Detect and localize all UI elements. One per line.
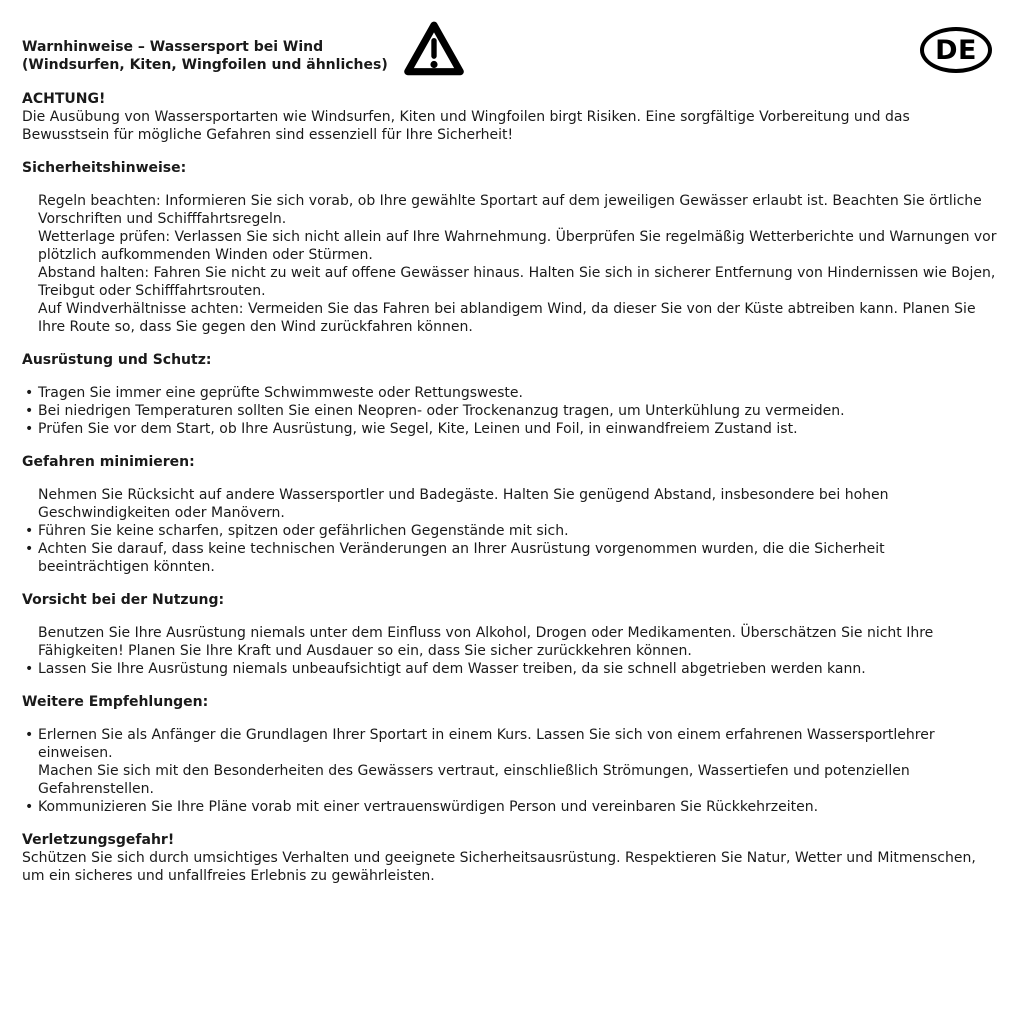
section-heading-empfehlungen: Weitere Empfehlungen: — [22, 694, 209, 710]
bullet-list-vorsicht — [22, 660, 998, 678]
safety-item: Wetterlage prüfen: Verlassen Sie sich nicht allein auf Ihre Wahrnehmung. Überprüfen Sie regelmäßig Wetterberichte und Warnungen vor plötzlich aufkommenden Winden oder Stürmen. — [38, 229, 997, 263]
list-item: • Erlernen Sie als Anfänger die Grundlagen Ihrer Sportart in einem Kurs. Lassen Sie sich von einem erfahrenen Wassersportlehrer einweisen. — [22, 726, 998, 762]
section-heading-gefahren: Gefahren minimieren: — [22, 454, 195, 470]
section-achtung — [22, 90, 998, 144]
paragraph-verletzung: Schützen Sie sich durch umsichtiges Verhalten und geeignete Sicherheitsausrüstung. Respektieren Sie Natur, Wetter und Mitmenschen, um ein sicheres und unfallfreies Erlebnis zu gewährleisten. — [22, 850, 976, 884]
list-item: • Bei niedrigen Temperaturen sollten Sie einen Neopren- oder Trockenanzug tragen, um Unterkühlung zu vermeiden. — [22, 402, 998, 420]
section-heading-ausruestung: Ausrüstung und Schutz: — [22, 352, 212, 368]
intro-paragraph-vorsicht: Benutzen Sie Ihre Ausrüstung niemals unter dem Einfluss von Alkohol, Drogen oder Medikamenten. Überschätzen Sie nicht Ihre Fähigkeiten! Planen Sie Ihre Kraft und Ausdauer so ein, dass Sie sicher zurückkehren können. — [38, 625, 934, 659]
bullet-list-ausruestung — [22, 384, 998, 438]
bullet-list-empfehlungen — [22, 726, 998, 816]
page-title — [22, 38, 388, 74]
list-item: • Tragen Sie immer eine geprüfte Schwimmweste oder Rettungsweste. — [22, 384, 998, 402]
warning-triangle-icon — [403, 19, 465, 79]
section-gefahren — [22, 453, 998, 576]
section-vorsicht — [22, 591, 998, 678]
list-item: • Achten Sie darauf, dass keine technischen Veränderungen an Ihrer Ausrüstung vorgenommen wurden, die die Sicherheit beeinträchtigen könnten. — [22, 540, 998, 576]
language-badge — [920, 27, 992, 73]
indented-paragraph-group — [38, 192, 998, 336]
section-heading-verletzung: Verletzungsgefahr! — [22, 832, 175, 848]
section-ausruestung — [22, 351, 998, 438]
paragraph-achtung: Die Ausübung von Wassersportarten wie Windsurfen, Kiten und Wingfoilen birgt Risiken. Eine sorgfältige Vorbereitung und das Bewusstsein für mögliche Gefahren sind essenziell für Ihre Sicherheit! — [22, 109, 910, 143]
list-item: • Prüfen Sie vor dem Start, ob Ihre Ausrüstung, wie Segel, Kite, Leinen und Foil, in einwandfreiem Zustand ist. — [22, 420, 998, 438]
section-heading-sicherheitshinweise: Sicherheitshinweise: — [22, 160, 187, 176]
bullet-list-gefahren — [22, 522, 998, 576]
page-title-line2: (Windsurfen, Kiten, Wingfoilen und ähnliches) — [22, 57, 388, 73]
section-heading-achtung: ACHTUNG! — [22, 91, 106, 107]
list-item: • Lassen Sie Ihre Ausrüstung niemals unbeaufsichtigt auf dem Wasser treiben, da sie schnell abgetrieben werden kann. — [22, 660, 998, 678]
section-verletzung — [22, 831, 998, 885]
section-empfehlungen — [22, 693, 998, 816]
list-item: • Kommunizieren Sie Ihre Pläne vorab mit einer vertrauenswürdigen Person und vereinbaren Sie Rückkehrzeiten. — [22, 798, 998, 816]
safety-item: Abstand halten: Fahren Sie nicht zu weit auf offene Gewässer hinaus. Halten Sie sich in sicherer Entfernung von Hindernissen wie Bojen, Treibgut oder Schifffahrtsrouten. — [38, 265, 996, 299]
section-sicherheitshinweise — [22, 159, 998, 336]
safety-item: Regeln beachten: Informieren Sie sich vorab, ob Ihre gewählte Sportart auf dem jeweiligen Gewässer erlaubt ist. Beachten Sie örtliche Vorschriften und Schifffahrtsregeln. — [38, 193, 982, 227]
document-header — [22, 0, 998, 90]
list-item: • Führen Sie keine scharfen, spitzen oder gefährlichen Gegenstände mit sich. — [22, 522, 998, 540]
language-badge-label: DE — [935, 34, 977, 66]
section-heading-vorsicht: Vorsicht bei der Nutzung: — [22, 592, 225, 608]
list-item-continuation: Machen Sie sich mit den Besonderheiten des Gewässers vertraut, einschließlich Strömungen, Wassertiefen und potenziellen Gefahrenstellen. — [38, 763, 910, 797]
intro-paragraph-gefahren: Nehmen Sie Rücksicht auf andere Wassersportler und Badegäste. Halten Sie genügend Abstand, insbesondere bei hohen Geschwindigkeiten oder Manövern. — [38, 487, 889, 521]
safety-item: Auf Windverhältnisse achten: Vermeiden Sie das Fahren bei ablandigem Wind, da dieser Sie von der Küste abtreiben kann. Planen Sie Ihre Route so, dass Sie gegen den Wind zurückfahren können. — [38, 301, 976, 335]
page-title-line1: Warnhinweise – Wassersport bei Wind — [22, 39, 324, 55]
